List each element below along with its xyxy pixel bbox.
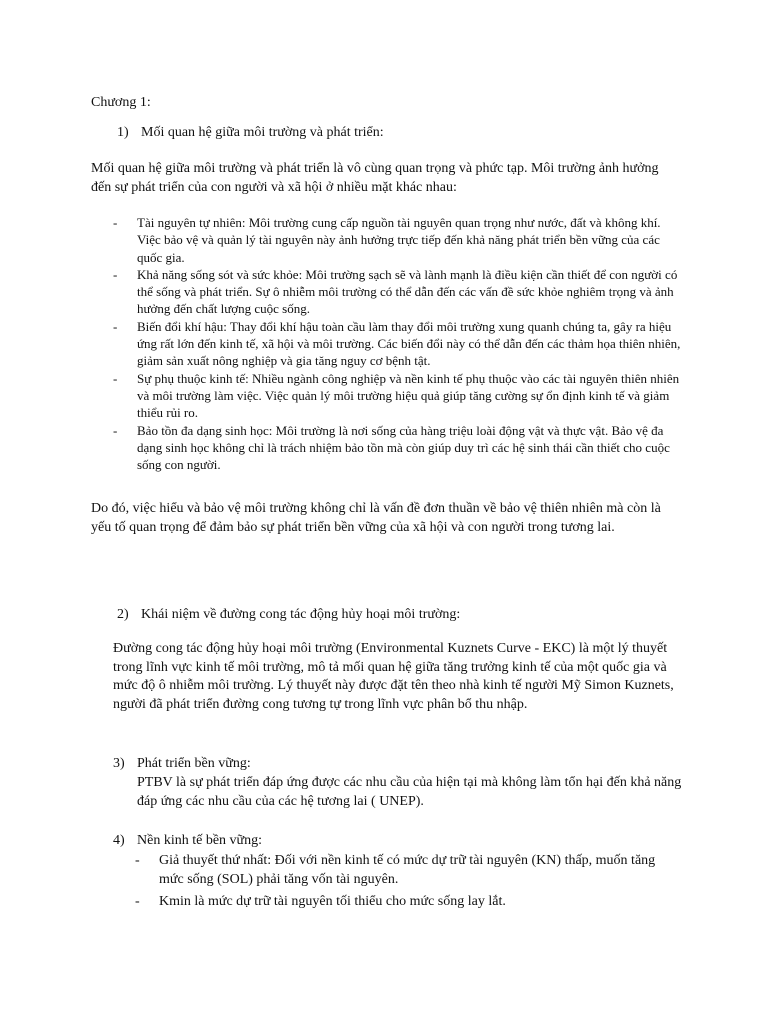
section-1-intro: Mối quan hệ giữa môi trường và phát triển là vô cùng quan trọng và phức tạp. Môi trường ảnh hưởng đến sự phát triển của con người và xã hội ở nhiều mặt khác nhau:: [91, 161, 659, 195]
bullet-dash: -: [113, 215, 118, 230]
bullet-dash: -: [113, 370, 118, 386]
section-3-body: PTBV là sự phát triển đáp ứng được các nhu cầu của hiện tại mà không làm tổn hại đến khả năng đáp ứng các nhu cầu của các hệ tương lai ( UNEP).: [137, 775, 682, 809]
bullet-dash: -: [135, 894, 140, 909]
bullet-text: Bảo tồn đa dạng sinh học: Môi trường là nơi sống của hàng triệu loài động vật và thực vật. Bảo vệ đa dạng sinh học không chỉ là trách nhiệm bảo tồn mà còn giúp duy trì các hệ sinh thái cần thiết cho cuộc sống con người.: [137, 422, 670, 473]
bullet-dash: -: [113, 266, 118, 282]
bullet-text: Giả thuyết thứ nhất: Đối với nền kinh tế có mức dự trữ tài nguyên (KN) thấp, muốn tăng mức sống (SOL) phải tăng vốn tài nguyên.: [159, 853, 656, 887]
section-2-body: Đường cong tác động hủy hoại môi trường (Environmental Kuznets Curve - EKC) là một lý thuyết trong lĩnh vực kinh tế môi trường, mô tả mối quan hệ giữa tăng trưởng kinh tế của một quốc gia và mức độ ô nhiễm môi trường. Lý thuyết này được đặt tên theo nhà kinh tế người Mỹ Simon Kuznets, người đã phát triển đường cong tương tự trong lĩnh vực phân bổ thu nhập.: [113, 641, 674, 712]
bullet-dash: -: [135, 853, 140, 868]
bullet-dash: -: [113, 318, 118, 334]
section-1-conclusion: Do đó, việc hiểu và bảo vệ môi trường không chỉ là vấn đề đơn thuần về bảo vệ thiên nhiên mà còn là yếu tố quan trọng để đảm bảo sự phát triển bền vững của xã hội và con người trong tương lai.: [91, 501, 661, 535]
bullet-dash: -: [113, 422, 118, 438]
section-1-bullet-list: [113, 214, 683, 473]
list-item: [135, 852, 675, 889]
list-item: [113, 214, 683, 266]
bullet-text: Tài nguyên tự nhiên: Môi trường cung cấp nguồn tài nguyên quan trọng như nước, đất và không khí. Việc bảo vệ và quản lý tài nguyên này ảnh hưởng trực tiếp đến khả năng phát triển bền vững của các quốc gia.: [137, 215, 661, 265]
section-4-number: 4): [113, 833, 125, 848]
section-3-number: 3): [113, 756, 125, 771]
section-3-title: Phát triển bền vững:: [137, 756, 251, 771]
section-2-title: Khái niệm về đường cong tác động hủy hoại môi trường:: [141, 607, 461, 622]
section-2-number: 2): [117, 607, 129, 622]
section-1-title: Mối quan hệ giữa môi trường và phát triển:: [141, 125, 384, 140]
section-4-bullet-list: [135, 852, 675, 916]
bullet-text: Khả năng sống sót và sức khỏe: Môi trường sạch sẽ và lành mạnh là điều kiện cần thiết để con người có thể sống và phát triển. Sự ô nhiễm môi trường có thể dẫn đến các vấn đề sức khỏe nghiêm trọng và ảnh hưởng đến chất lượng cuộc sống.: [137, 266, 678, 317]
list-item: [113, 422, 683, 474]
list-item: [113, 318, 683, 370]
section-1-number: 1): [117, 125, 129, 140]
bullet-text: Biến đổi khí hậu: Thay đổi khí hậu toàn cầu làm thay đổi môi trường xung quanh chúng ta, gây ra hiệu ứng rất lớn đến kinh tế, xã hội và môi trường. Các biến đổi này có thể dẫn đến các thảm họa thiên nhiên, giảm sản xuất nông nghiệp và gia tăng nguy cơ bệnh tật.: [137, 318, 681, 369]
chapter-heading: Chương 1:: [91, 95, 151, 110]
list-item: [135, 893, 675, 912]
list-item: [113, 266, 683, 318]
bullet-text: Sự phụ thuộc kinh tế: Nhiều ngành công nghiệp và nền kinh tế phụ thuộc vào các tài nguyên thiên nhiên và môi trường làm việc. Việc quản lý môi trường hiệu quả giúp tăng cường sự ổn định kinh tế và giảm thiểu rủi ro.: [137, 370, 680, 421]
bullet-text: Kmin là mức dự trữ tài nguyên tối thiểu cho mức sống lay lắt.: [159, 894, 506, 909]
section-4-title: Nền kinh tế bền vững:: [137, 833, 263, 848]
list-item: [113, 370, 683, 422]
